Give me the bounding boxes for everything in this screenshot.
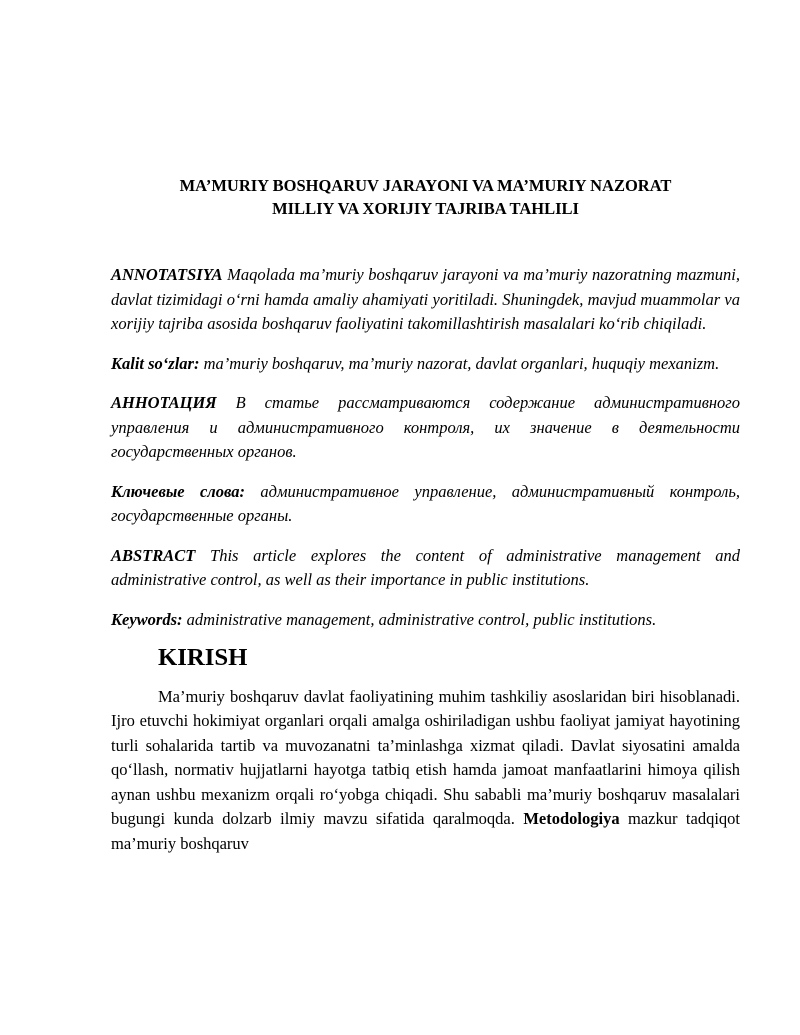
document-page [111, 174, 740, 856]
keywords-ru-label: Ключевые слова: [111, 481, 246, 501]
keywords-uz-label: Kalit so‘zlar: [111, 353, 200, 373]
annotation-ru-label: АННОТАЦИЯ [111, 393, 217, 412]
intro-text-after: mazkur tadqiqot ma’muriy boshqaruv [111, 809, 740, 853]
keywords-en-label: Keywords: [111, 609, 183, 629]
intro-bold-term: Metodologiya [523, 809, 620, 828]
intro-paragraph [111, 685, 740, 857]
annotation-uz-text: Maqolada ma’muriy boshqaruv jarayoni va ma’muriy nazoratning mazmuni, davlat tizimidagi o‘rni hamda amaliy ahamiyati yoritiladi. Shuningdek, mavjud muammolar va xorijiy tajriba asosida boshqaruv faoliyatini takomillashtirish masalalari ko‘rib chiqiladi. [111, 265, 740, 333]
annotation-uz-label: ANNOTATSIYA [111, 265, 223, 284]
paper-title-line-1: MA’MURIY BOSHQARUV JARAYONI VA MA’MURIY NAZORAT [179, 176, 672, 195]
keywords-ru [111, 480, 740, 529]
keywords-en [111, 608, 740, 633]
keywords-uz [111, 352, 740, 377]
keywords-ru-text: административное управление, административный контроль, государственные органы. [111, 481, 740, 525]
intro-text-before: Ma’muriy boshqaruv davlat faoliyatining muhim tashkiliy asoslaridan biri hisoblanadi. Ijro etuvchi hokimiyat organlari orqali amalga oshiriladigan ushbu faoliyat jamiyat hayotining turli sohalarida tartib va muvozanatni ta’minlashga xizmat qiladi. Davlat siyosatini amalda qo‘llash, normativ hujjatlarni hayotga tatbiq etish hamda jamoat manfaatlarini himoya qilish aynan ushbu mexanizm orqali ro‘yobga chiqadi. Shu sababli ma’muriy boshqaruv masalalari bugungi kunda dolzarb ilmiy mavzu sifatida qaralmoqda. [111, 686, 740, 828]
section-heading-intro: KIRISH [158, 644, 248, 671]
annotation-ru-text: В статье рассматриваются содержание административного управления и административного контроля, их значение в деятельности государственных органов. [111, 393, 740, 461]
paper-title [111, 174, 740, 220]
keywords-en-text: administrative management, administrative control, public institutions. [182, 609, 657, 629]
annotation-uz [111, 263, 740, 337]
annotation-ru [111, 391, 740, 465]
abstract-en [111, 544, 740, 593]
keywords-uz-text: ma’muriy boshqaruv, ma’muriy nazorat, davlat organlari, huquqiy mexanizm. [199, 353, 720, 373]
abstract-en-text: This article explores the content of administrative management and administrative control, as well as their importance in public institutions. [111, 545, 740, 589]
abstract-en-label: ABSTRACT [111, 545, 196, 565]
paper-title-line-2: MILLIY VA XORIJIY TAJRIBA TAHLILI [272, 199, 579, 218]
